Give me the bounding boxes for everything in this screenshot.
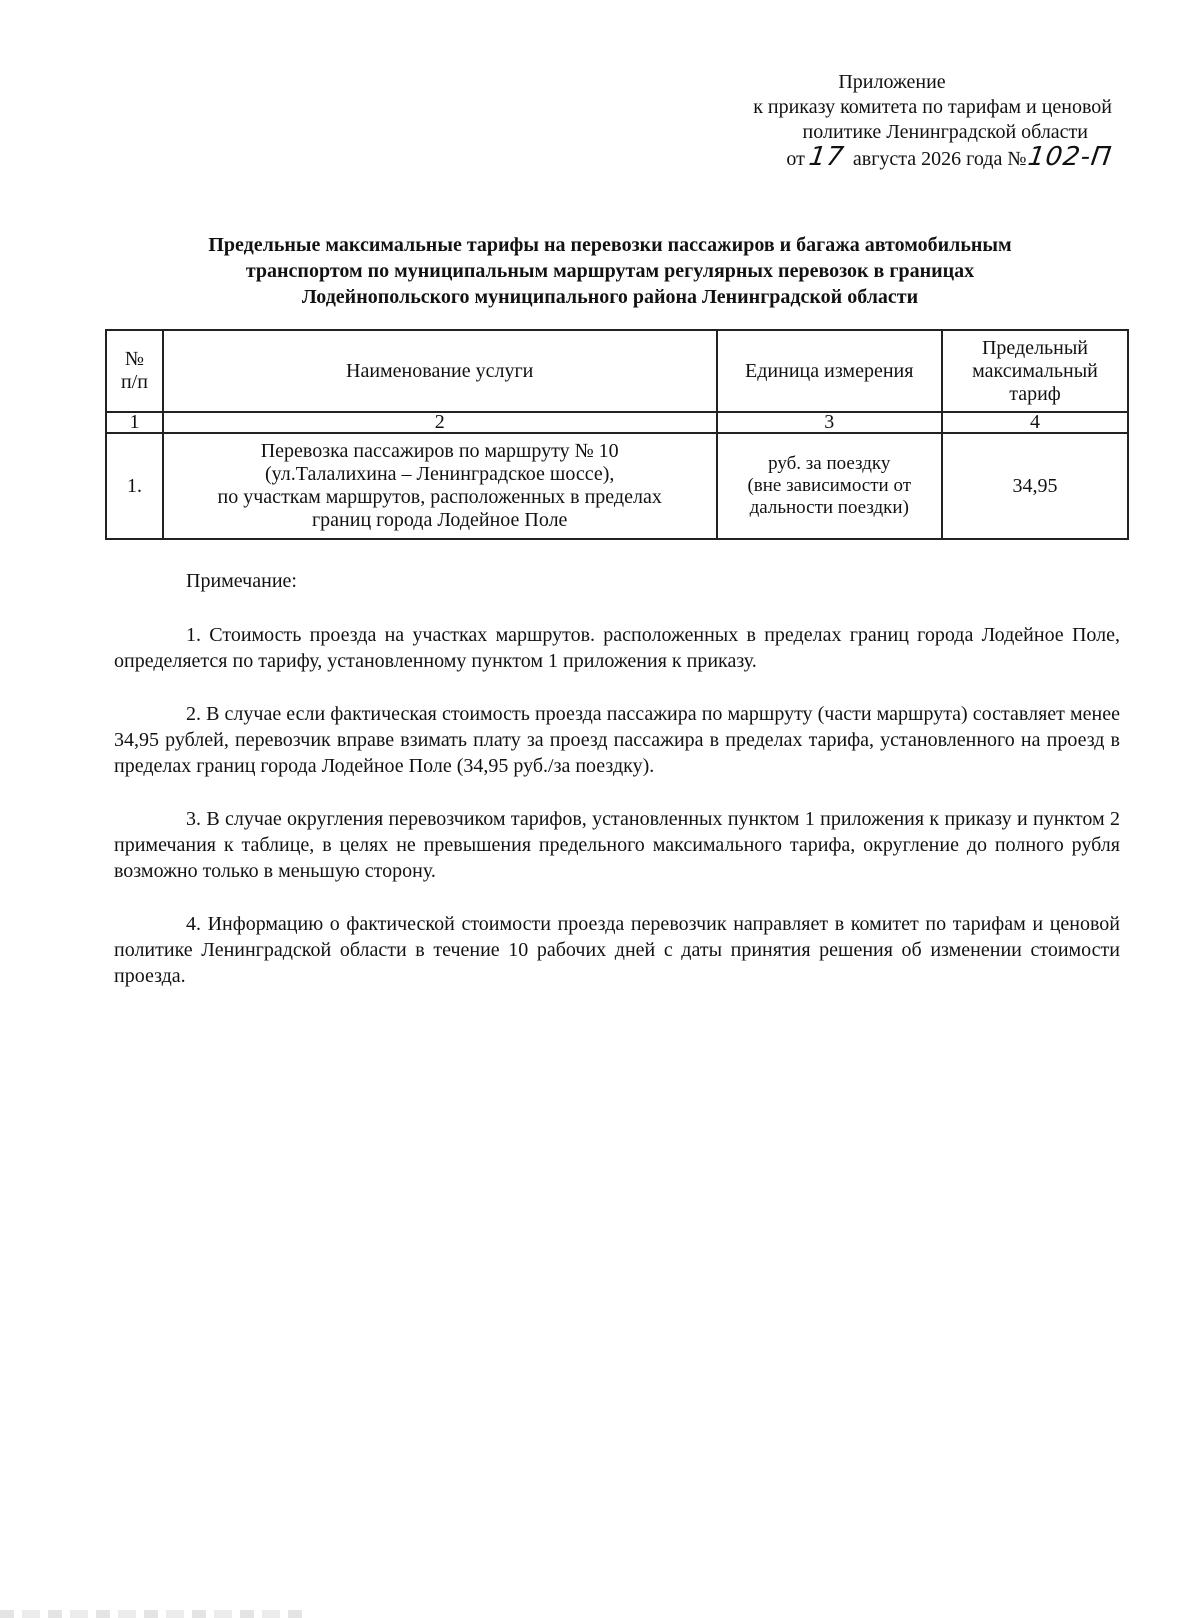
row-num: 1.: [106, 433, 163, 539]
appendix-date-line: [632, 142, 1115, 172]
row-unit-line: руб. за поездку: [768, 453, 891, 474]
appendix-order-ref: к приказу комитета по тарифам и ценовой: [753, 96, 1112, 118]
row-service-line: Перевозка пассажиров по маршруту № 10: [260, 440, 619, 462]
document-title: [110, 232, 1110, 310]
row-service: [163, 433, 717, 539]
header-unit: Единица измерения: [717, 330, 942, 412]
header-num-pp: п/п: [120, 371, 148, 393]
row-unit-line: дальности поездки): [749, 497, 909, 518]
row-unit-line: (вне зависимости от: [747, 475, 912, 496]
header-tariff-line-3: тариф: [1009, 382, 1061, 405]
header-tariff: [942, 330, 1128, 412]
column-number: 1: [106, 412, 163, 433]
header-tariff-line-1: Предельный: [981, 336, 1089, 359]
note-item: 2. В случае если фактическая стоимость проезда пассажира по маршруту (части маршрута) составляет менее 34,95 рублей, перевозчик вправе взимать плату за проезд пассажира в пределах тарифа, установленного на проезд в пределах границ города Лодейное Поле (34,95 руб./за поездку).: [114, 703, 1120, 777]
column-number: 3: [717, 412, 942, 433]
column-number-row: [106, 412, 1128, 433]
title-line-1: Предельные максимальные тарифы на перевозки пассажиров и багажа автомобильным: [208, 234, 1012, 256]
header-service: Наименование услуги: [163, 330, 717, 412]
appendix-committee: политике Ленинградской области: [802, 121, 1088, 143]
notes-section: [114, 568, 1120, 1016]
row-service-line: по участкам маршрутов, расположенных в пределах: [217, 486, 662, 508]
row-unit: [717, 433, 942, 539]
date-prefix: от: [786, 148, 805, 170]
note-item: 3. В случае округления перевозчиком тарифов, установленных пунктом 1 приложения к приказу и пунктом 2 примечания к таблице, в целях не превышения предельного максимального тарифа, округление до полного рубля возможно только в меньшую сторону.: [114, 808, 1120, 882]
column-number: 4: [942, 412, 1128, 433]
handwritten-order-number: 102-П: [1026, 142, 1115, 172]
row-service-line: границ города Лодейное Поле: [311, 509, 568, 531]
row-tariff: 34,95: [942, 433, 1128, 539]
header-num-symbol: №: [124, 348, 144, 370]
title-line-3: Лодейнопольского муниципального района Ленинградской области: [301, 286, 919, 308]
header-tariff-line-2: максимальный: [972, 359, 1098, 382]
appendix-header: [632, 70, 1115, 172]
scan-edge-artifact: [0, 1610, 310, 1618]
column-number: 2: [163, 412, 717, 433]
title-line-2: транспортом по муниципальным маршрутам регулярных перевозок в границах: [245, 260, 975, 282]
note-item: 4. Информацию о фактической стоимости проезда перевозчик направляет в комитет по тарифам и ценовой политике Ленинградской области в течение 10 рабочих дней с даты принятия решения об изменении стоимости проезда.: [114, 913, 1120, 987]
header-num: [106, 330, 163, 412]
table-header-row: [106, 330, 1128, 412]
note-item: 1. Стоимость проезда на участках маршрутов. расположенных в пределах границ города Лодейное Поле, определяется по тарифу, установленному пунктом 1 приложения к приказу.: [114, 624, 1120, 672]
tariff-table: [105, 329, 1129, 540]
appendix-label: Приложение: [838, 71, 946, 93]
table-row: [106, 433, 1128, 539]
notes-heading: Примечание:: [186, 570, 297, 592]
handwritten-day: 17: [806, 142, 847, 172]
row-service-line: (ул.Талалихина – Ленинградское шоссе),: [265, 463, 615, 485]
date-rest: августа 2026 года №: [852, 148, 1027, 170]
